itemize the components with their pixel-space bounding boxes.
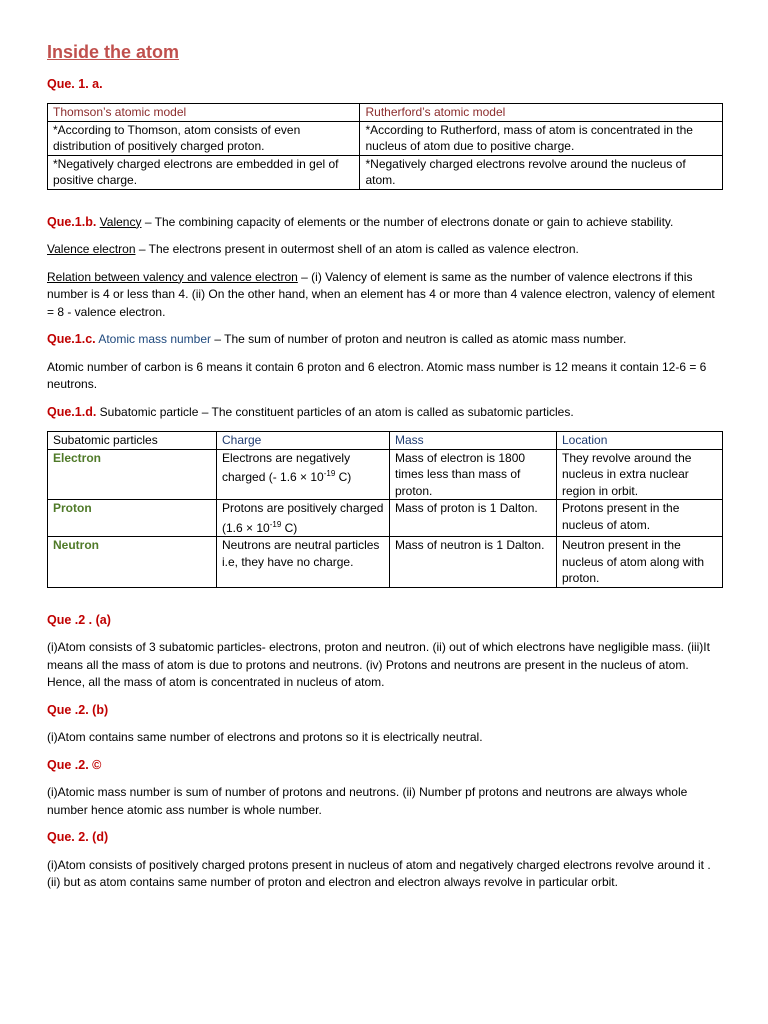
subatomic-particles-table — [47, 431, 723, 588]
q2d-heading: Que. 2. (d) — [47, 830, 109, 844]
mass-cell: Mass of neutron is 1 Dalton. — [390, 537, 557, 588]
relation-term: Relation between valency and valence electron — [47, 269, 298, 284]
table-cell: *According to Rutherford, mass of atom is concentrated in the nucleus of atom due to positive charge. — [360, 121, 723, 155]
charge-cell — [217, 449, 390, 500]
particle-name: Electron — [48, 449, 217, 500]
charge-unit: C) — [335, 470, 352, 484]
charge-text: Electrons are negatively charged (- 1.6 × 10 — [222, 450, 351, 484]
rutherford-header: Rutherford’s atomic model — [360, 104, 723, 122]
mass-cell: Mass of electron is 1800 times less than mass of proton. — [390, 449, 557, 500]
relation-definition: – (i) Valency of element is same as the number of valence electrons if this number is 4 or less than 4. (ii) On the other hand, when an element has 4 or more than 4 valence electron, valency of element = 8 - valence electron. — [47, 269, 715, 319]
location-cell: They revolve around the nucleus in extra nuclear region in orbit. — [557, 449, 723, 500]
subatomic-definition: Subatomic particle – The constituent particles of an atom is called as subatomic particles. — [96, 404, 574, 419]
q1b-heading: Que.1.b. — [47, 214, 97, 229]
page-title: Inside the atom — [47, 42, 180, 62]
q2b-heading: Que .2. (b) — [47, 702, 109, 717]
mass-cell: Mass of proton is 1 Dalton. — [390, 500, 557, 537]
table-cell: *Negatively charged electrons are embedded in gel of positive charge. — [48, 155, 360, 189]
valence-electron-term: Valence electron — [47, 242, 136, 256]
table-row — [48, 537, 723, 588]
q2a-heading: Que .2 . (a) — [47, 612, 111, 627]
atomic-mass-term: Atomic mass number — [95, 332, 212, 346]
q2b-answer: (i)Atom contains same number of electrons and protons so it is electrically neutral. — [47, 730, 483, 744]
charge-unit: C) — [281, 520, 298, 535]
location-cell: Protons present in the nucleus of atom. — [557, 500, 723, 537]
valency-term: Valency — [99, 214, 142, 229]
charge-text: Protons are positively charged (1.6 × 10 — [222, 501, 384, 535]
document-page — [47, 40, 723, 902]
table-header-row — [48, 432, 723, 450]
table-header-row — [48, 104, 723, 122]
particles-header: Subatomic particles — [48, 432, 217, 450]
q2a-answer: (i)Atom consists of 3 subatomic particles- electrons, proton and neutron. (ii) out of which electrons have negligible mass. (iii)It means all the mass of atom is due to protons and neutrons. (iv) Protons and neutrons are present in the nucleus of atom. Hence, all the mass of atom is concentrated in nucleus of atom. — [47, 640, 710, 689]
subatomic-paragraph — [47, 404, 723, 422]
table-row — [48, 155, 723, 189]
carbon-example-paragraph: Atomic number of carbon is 6 means it contain 6 proton and 6 electron. Atomic mass number is 12 means it contain 12-6 = 6 neutrons. — [47, 359, 707, 391]
charge-header: Charge — [217, 432, 390, 450]
thomson-header: Thomson’s atomic model — [48, 104, 360, 122]
particle-name: Proton — [48, 500, 217, 537]
table-row — [48, 121, 723, 155]
table-cell: *Negatively charged electrons revolve around the nucleus of atom. — [360, 155, 723, 189]
valency-paragraph — [47, 214, 723, 232]
charge-exponent: -19 — [269, 519, 282, 529]
charge-text: Neutrons are neutral particles i.e, they have no charge. — [222, 538, 380, 569]
valency-definition: – The combining capacity of elements or the number of electrons donate or gain to achieve stability. — [141, 214, 674, 229]
location-header: Location — [557, 432, 723, 450]
q2c-heading: Que .2. © — [47, 757, 102, 772]
table-cell: *According to Thomson, atom consists of even distribution of positively charged proton. — [48, 121, 360, 155]
location-cell: Neutron present in the nucleus of atom along with proton. — [557, 537, 723, 588]
q2c-answer: (i)Atomic mass number is sum of number of protons and neutrons. (ii) Number pf protons and neutrons are always whole number hence atomic ass number is whole number. — [47, 785, 688, 817]
charge-cell — [217, 537, 390, 588]
q1a-heading: Que. 1. a. — [47, 76, 103, 91]
valence-electron-definition: – The electrons present in outermost shell of an atom is called as valence electron. — [135, 242, 579, 256]
valence-electron-paragraph — [47, 241, 723, 259]
charge-exponent: -19 — [323, 469, 336, 478]
atomic-mass-paragraph — [47, 331, 723, 349]
particle-name: Neutron — [48, 537, 217, 588]
relation-paragraph — [47, 269, 723, 322]
atomic-mass-definition: – The sum of number of proton and neutron is called as atomic mass number. — [211, 332, 627, 346]
charge-cell — [217, 500, 390, 537]
q2d-answer: (i)Atom consists of positively charged protons present in nucleus of atom and negatively charged electrons revolve around it . (ii) but as atom contains same number of proton and electron and electron always revolve in particular orbit. — [47, 857, 711, 889]
atomic-models-table — [47, 103, 723, 190]
q1d-heading: Que.1.d. — [47, 404, 97, 419]
q1c-heading: Que.1.c. — [47, 332, 96, 346]
table-row — [48, 449, 723, 500]
mass-header: Mass — [390, 432, 557, 450]
table-row — [48, 500, 723, 537]
